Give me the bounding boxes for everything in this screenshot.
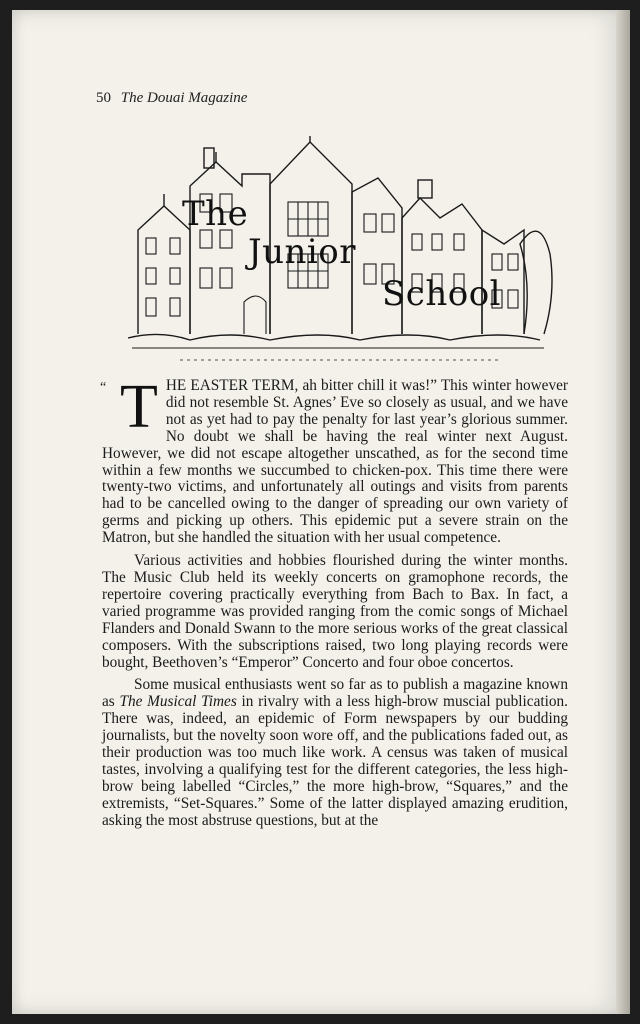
drop-cap: T xyxy=(120,373,158,441)
paragraph-3-text-a: Some musical enthusiasts went so far as to publish a magazine known as xyxy=(102,676,568,711)
title-word-school: School xyxy=(382,274,502,314)
paragraph-1-text: HE EASTER TERM, ah bitter chill it was!” This winter however did not resemble St. Agnes’ Eve so closely as usual, and we have not as yet had to pay the penalty for last year’s glorious summer. No doubt we shall be having the real winter next August. However, we did not escape altogether unscathed, as for the second time within a few months we succumbed to chicken-pox. This time there were twenty-two victims, and unfortunately all outings and visits from parents had to be cancelled owing to the danger of spreading our own variety of germs and picking up others. This epidemic put a severe strain on the Matron, but she handled the situation with her usual competence. xyxy=(102,377,568,547)
paragraph-1 xyxy=(100,373,568,547)
paragraph-3-italic-title: The Musical Times xyxy=(119,693,237,711)
page-spine-shadow xyxy=(616,10,630,1014)
magazine-title: The Douai Magazine xyxy=(120,90,248,106)
title-word-junior: Junior xyxy=(248,232,357,272)
title-word-the: The xyxy=(182,194,249,234)
paragraph-2: Various activities and hobbies flourished during the winter months. The Music Club held its weekly concerts on gramophone records, the repertoire covering practically everything from Bach to Bax. In fact, a varied programme was provided ranging from the comic songs of Michael Flanders and Donald Swann to the more serious works of the great classical composers. With the subscriptions raised, two long playing records were bought, Beethoven’s “Emperor” Concerto and four oboe concertos. xyxy=(102,552,568,671)
paragraph-3 xyxy=(102,677,568,829)
opening-quote: “ xyxy=(100,380,107,395)
page-number: 50 xyxy=(96,90,111,106)
school-building-illustration xyxy=(120,134,556,374)
article-body xyxy=(100,373,568,836)
paragraph-3-text-b: in rivalry with a less high-brow muscial publication. There was, indeed, an epidemic of Form newspapers by our budding journalists, but the novelty soon wore off, and the publications faded out, as their production was too much like work. A census was taken of musical tastes, involving a qualifying test for the different categories, the less high-brow being labelled “Circles,” the more high-brow, “Squares,” and the extremists, “Set-Squares.” Some of the latter displayed amazing erudition, asking the most abstruse questions, but at the xyxy=(102,693,568,829)
running-header xyxy=(96,90,247,107)
book-page xyxy=(12,10,630,1014)
